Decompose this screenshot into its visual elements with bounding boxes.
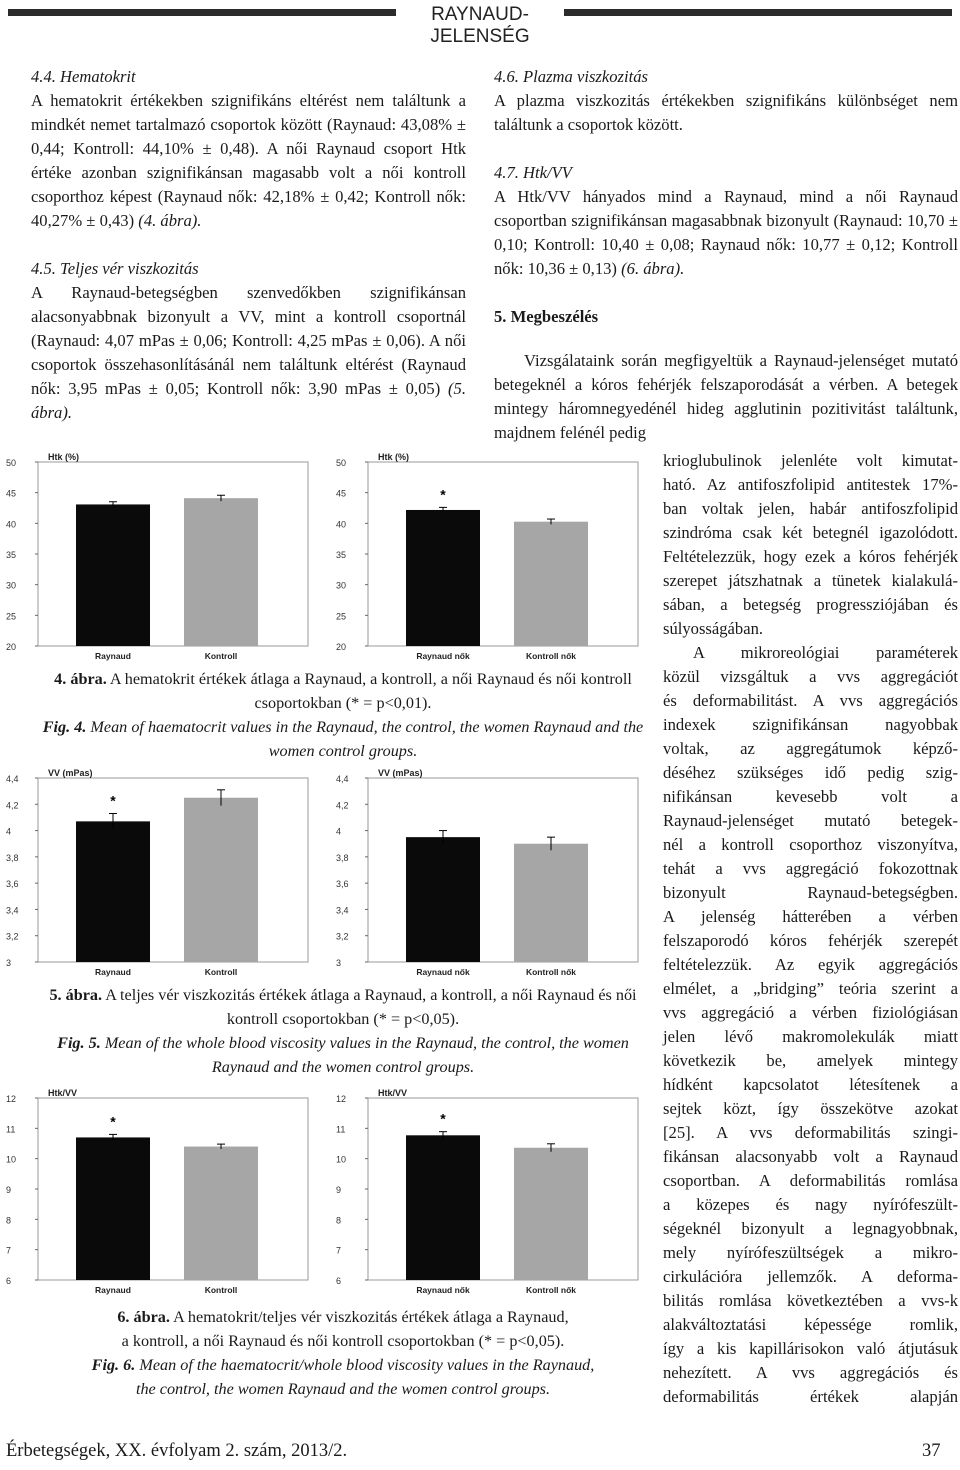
discussion-line: sában, a betegség progressziójában és (663, 595, 958, 614)
discussion-line: voltak, az aggregátumok képző- (663, 739, 958, 758)
chart-2 (336, 452, 638, 661)
y-tick-label: 4,2 (336, 800, 349, 811)
y-tick-label: 35 (6, 550, 17, 560)
running-header: RAYNAUD-JELENSÉG (430, 4, 530, 47)
fig6-caption: 6. ábra. A hematokrit/teljes vér viszkozitás értékek átlaga a Raynaud, a kontroll, a női Raynaud és női kontroll csoportokban (* = p<0,05). Fig. 6. Mean of the haematocrit/whole blood viscosity values in the Raynaud, the control, the women Raynaud and the women control groups. (91, 1308, 595, 1398)
y-tick-label: 4,2 (6, 800, 19, 811)
category-label: Raynaud (95, 1285, 131, 1295)
discussion-line: súlyosságában. (663, 619, 764, 638)
discussion-paragraph-1: Vizsgálataink során megfigyeltük a Raynaud-jelenséget mutató betegeknél a kóros fehérjék felszaporodását a vérben. A betegek mintegy háromnegyedénél hideg agglutinin pozitivitást találtunk, majdnem felénél pedig (494, 351, 958, 442)
y-tick-label: 3,6 (6, 879, 19, 890)
y-tick-label: 4 (336, 826, 342, 837)
bar-raynaud (406, 837, 480, 962)
discussion-line: jelen lévő makromolekulák miatt (663, 1027, 958, 1046)
discussion-line: következik be, amelyek mintegy (663, 1051, 958, 1070)
section-4-7-heading: 4.7. Htk/VV (494, 163, 572, 182)
y-tick-label: 3,4 (336, 905, 349, 916)
discussion-line: fikánsan alacsonyabb volt a Raynaud (663, 1147, 958, 1166)
y-axis-label: Htk/VV (378, 1088, 408, 1098)
discussion-line: így a kis kapillárisokon való átjutásuk (663, 1339, 958, 1358)
y-tick-label: 3 (6, 958, 12, 968)
discussion-line: szindróma csak két betegnél igazolódott. (663, 523, 958, 542)
chart-5 (6, 1088, 308, 1295)
y-tick-label: 7 (336, 1245, 342, 1256)
discussion-line: nifikánsan kevesebb volt a (663, 787, 958, 806)
y-tick-label: 3 (336, 958, 342, 968)
discussion-line: hídként kapcsolatot létesítenek a (663, 1075, 958, 1094)
y-axis-label: VV (mPas) (48, 768, 93, 778)
y-tick-label: 9 (6, 1185, 12, 1195)
category-label: Kontroll nők (525, 1285, 577, 1295)
bar-control (514, 522, 588, 646)
bar-control (514, 844, 588, 962)
y-tick-label: 35 (336, 550, 347, 560)
discussion-line: feltételezzük. Az egyik aggregációs (663, 955, 958, 974)
category-label: Raynaud (95, 967, 131, 977)
discussion-line: alakváltoztatási képessége romlik, (663, 1315, 958, 1334)
section-4-4-heading: 4.4. Hematokrit (31, 67, 136, 86)
y-tick-label: 8 (336, 1215, 342, 1226)
discussion-line: ségeknél bizonyult a legnagyobbnak, (663, 1219, 958, 1238)
discussion-line: tehát a vvs aggregáció fokozottnak (663, 859, 958, 878)
category-label: Kontroll (204, 651, 238, 661)
y-tick-label: 10 (336, 1154, 347, 1165)
discussion-line: felszaporodó kóros fehérjék szerepét (663, 931, 958, 950)
discussion-line: krioglubulinok jelenléte volt kimutat- (663, 451, 958, 470)
y-tick-label: 3,8 (6, 852, 19, 863)
journal-footer: Érbetegségek, XX. évfolyam 2. szám, 2013/2. (6, 1441, 348, 1461)
discussion-line: bilitás romlása következtében a vvs-k (663, 1291, 958, 1310)
discussion-narrow-column (663, 449, 958, 1409)
y-tick-label: 45 (336, 488, 347, 499)
y-tick-label: 30 (6, 580, 17, 591)
category-label: Raynaud nők (416, 1285, 470, 1295)
bar-raynaud (406, 510, 480, 646)
fig4-caption: 4. ábra. A hematokrit értékek átlaga a Raynaud, a kontroll, a női Raynaud és női kontroll csoportokban (* = p<0,01). Fig. 4. Mean of haematocrit values in the Raynaud, the control, the women Raynaud and the women control groups. (42, 670, 644, 760)
y-tick-label: 3,6 (336, 879, 349, 890)
discussion-line: elmélet, a „bridging” teória szerint a (663, 979, 958, 998)
bar-raynaud (76, 1137, 150, 1280)
y-tick-label: 3,2 (6, 931, 19, 942)
y-tick-label: 40 (336, 519, 347, 530)
bar-control (184, 498, 258, 646)
fig5-caption: 5. ábra. A teljes vér viszkozitás értékek átlaga a Raynaud, a kontroll, a női Raynaud és női kontroll csoportokban (* = p<0,05). Fig. 5. Mean of the whole blood viscosity values in the Raynaud, the control, the women Raynaud and the women control groups. (49, 986, 637, 1076)
y-tick-label: 30 (336, 580, 347, 591)
discussion-line: A jelenség hátterében a vérben (663, 907, 958, 926)
y-tick-label: 20 (336, 642, 347, 652)
category-label: Kontroll nők (525, 967, 577, 977)
discussion-line: a közepes és nagy nyírófeszült- (663, 1195, 958, 1214)
bar-control (184, 798, 258, 962)
section-4-7-body: A Htk/VV hányados mind a Raynaud, mind a női Raynaud csoportban szignifikánsan magasabbnak bizonyult (Raynaud: 10,70 ± 0,10; Kontroll: 10,40 ± 0,08; Raynaud nők: 10,77 ± 0,12; Kontroll nők: 10,36 ± 0,13) (6. ábra). (494, 187, 958, 278)
discussion-line: Feltételezzük, hogy ezek a kóros fehérjék (663, 547, 958, 566)
discussion-line: szerepet játszhatnak a tünetek kialakulá- (663, 571, 958, 590)
y-tick-label: 25 (6, 611, 17, 622)
y-tick-label: 4 (6, 826, 12, 837)
discussion-line: sejtek közt, így összekötve azokat (663, 1099, 958, 1118)
y-tick-label: 6 (336, 1276, 342, 1286)
discussion-line: vvs aggregáció a vérben fiziológiásan (663, 1003, 958, 1022)
significance-star: * (440, 1110, 446, 1127)
y-tick-label: 9 (336, 1185, 342, 1195)
significance-star: * (110, 792, 116, 809)
y-axis-label: Htk (%) (378, 452, 409, 462)
y-axis-label: VV (mPas) (378, 768, 423, 778)
category-label: Kontroll (204, 967, 238, 977)
significance-star: * (110, 1113, 116, 1130)
fig4-reference: (4. ábra). (138, 211, 202, 230)
discussion-line: cirkulációra jellemzők. A deforma- (663, 1267, 958, 1286)
chart-4 (336, 768, 638, 977)
discussion-line: közül vizsgáltuk a vvs aggregációt (663, 667, 958, 686)
discussion-line: indexek szignifikánsan nagyobbak (663, 715, 958, 734)
chart-1 (6, 452, 308, 661)
fig6-reference: (6. ábra). (621, 259, 685, 278)
y-tick-label: 12 (336, 1094, 347, 1104)
discussion-line: déséhez szükséges idő pedig szig- (663, 763, 958, 782)
significance-star: * (440, 486, 446, 503)
section-5-heading: 5. Megbeszélés (494, 307, 599, 326)
chart-3 (6, 768, 308, 977)
discussion-line: A mikroreológiai paraméterek (693, 643, 958, 662)
section-4-6-body: A plazma viszkozitás értékekben szignifikáns különbséget nem találtunk a csoportok között. (494, 91, 958, 134)
y-tick-label: 8 (6, 1215, 12, 1226)
discussion-line: csoportban. A deformabilitás romlása (663, 1171, 958, 1190)
fig5-reference: (5. ábra). (31, 379, 466, 422)
bar-raynaud (76, 504, 150, 646)
discussion-line: nehezített. A vvs aggregációs és (663, 1363, 958, 1382)
discussion-line: és deformabilitást. A vvs aggregációs (663, 691, 958, 710)
category-label: Kontroll (204, 1285, 238, 1295)
y-axis-label: Htk (%) (48, 452, 79, 462)
discussion-line: ban voltak jelen, habár antifoszfolipid (663, 499, 958, 518)
page-number: 37 (922, 1441, 941, 1461)
y-tick-label: 11 (336, 1124, 346, 1135)
y-tick-label: 45 (6, 488, 17, 499)
discussion-line: Raynaud-jelenséget mutató betegek- (663, 811, 958, 830)
section-4-5-heading: 4.5. Teljes vér viszkozitás (31, 259, 199, 278)
y-tick-label: 6 (6, 1276, 12, 1286)
y-tick-label: 3,8 (336, 852, 349, 863)
category-label: Raynaud nők (416, 651, 470, 661)
y-tick-label: 4,4 (6, 774, 19, 784)
y-tick-label: 50 (6, 458, 17, 468)
y-tick-label: 25 (336, 611, 347, 622)
category-label: Kontroll nők (525, 651, 577, 661)
y-tick-label: 12 (6, 1094, 17, 1104)
bar-raynaud (406, 1135, 480, 1280)
section-4-6-heading: 4.6. Plazma viszkozitás (494, 67, 648, 86)
y-axis-label: Htk/VV (48, 1088, 78, 1098)
category-label: Raynaud nők (416, 967, 470, 977)
discussion-line: nél a kontroll csoporthoz viszonyítva, (663, 835, 958, 854)
y-tick-label: 20 (6, 642, 17, 652)
discussion-line: bizonyult Raynaud-betegségben. (663, 883, 958, 902)
y-tick-label: 4,4 (336, 774, 349, 784)
discussion-line: mely nyírófeszültségek a mikro- (663, 1243, 958, 1262)
discussion-line: deformabilitás értékek alapján (663, 1387, 958, 1406)
y-tick-label: 40 (6, 519, 17, 530)
y-tick-label: 10 (6, 1154, 17, 1165)
bar-control (514, 1148, 588, 1280)
y-tick-label: 3,2 (336, 931, 349, 942)
y-tick-label: 3,4 (6, 905, 19, 916)
y-tick-label: 7 (6, 1245, 12, 1256)
y-tick-label: 11 (6, 1124, 16, 1135)
bar-raynaud (76, 821, 150, 962)
chart-6 (336, 1088, 638, 1295)
discussion-line: [25]. A vvs deformabilitás szingi- (663, 1123, 958, 1142)
bar-control (184, 1147, 258, 1280)
category-label: Raynaud (95, 651, 131, 661)
y-tick-label: 50 (336, 458, 347, 468)
section-4-5-body: A Raynaud-betegségben szenvedőkben szignifikánsan alacsonyabbnak bizonyult a VV, mint a kontroll csoportnál (Raynaud: 4,07 mPas ± 0,06; Kontroll: 4,25 mPas ± 0,06). A női csoportok összehasonlításánál nem találtunk eltérést (Raynaud nők: 3,95 mPas ± 0,05; Kontroll nők: 3,90 mPas ± 0,05) (5. ábra). (31, 283, 466, 422)
section-4-4-body: A hematokrit értékekben szignifikáns eltérést nem találtunk a mindkét nemet tartalmazó csoportok között (Raynaud: 43,08% ± 0,44; Kontroll: 44,10% ± 0,48). A női Raynaud csoport Htk értéke azonban szignifikánsan magasabb volt a női kontroll csoporthoz képest (Raynaud nők: 42,18% ± 0,42; Kontroll nők: 40,27% ± 0,43) (4. ábra). (31, 91, 466, 230)
discussion-line: ható. Az antifoszfolipid antitestek 17%- (663, 475, 958, 494)
